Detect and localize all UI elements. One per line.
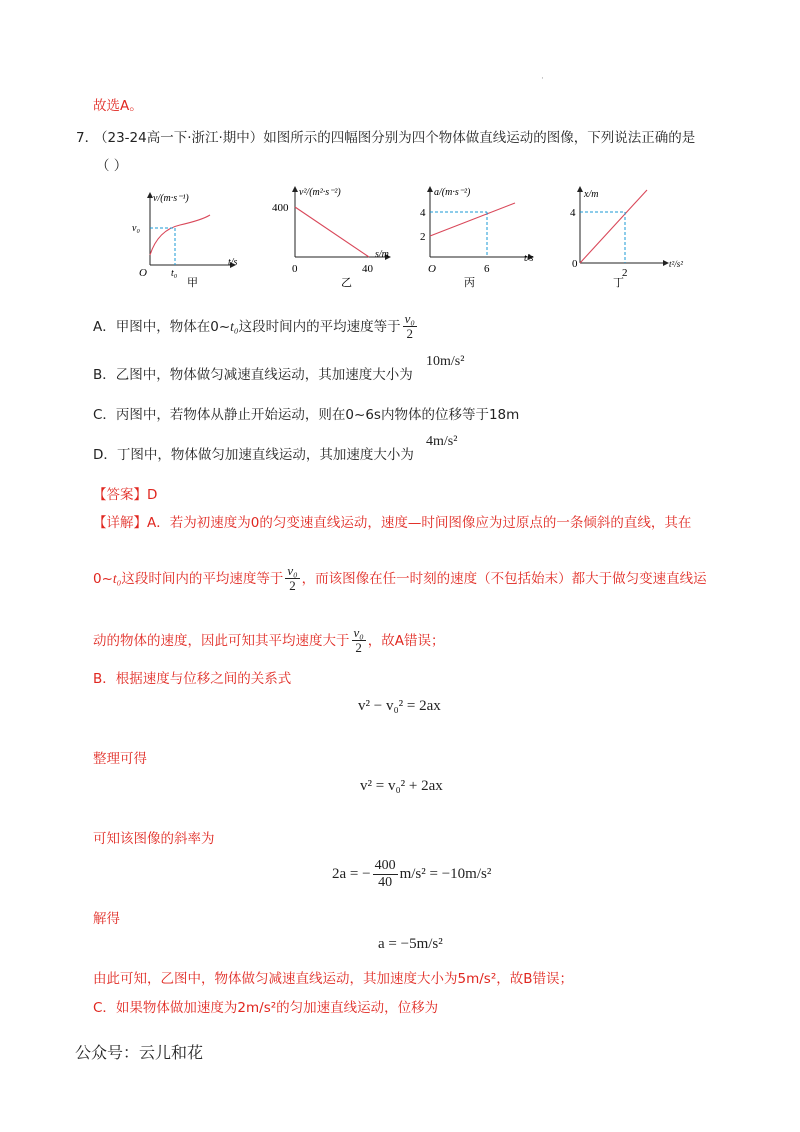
eq3-left: 2a = − — [332, 866, 371, 882]
graph-jia-curve — [150, 215, 210, 255]
question-number: 7． — [76, 130, 99, 146]
option-a-t0: t₀ — [230, 318, 239, 334]
graph-ding-ytick: 4 — [570, 207, 576, 219]
page-dot: · — [541, 74, 544, 84]
detail-a2-post: ，而该图像在任一时刻的速度（不包括始末）都大于做匀变速直线运 — [301, 570, 707, 587]
graph-yi-line — [295, 207, 369, 257]
graphs-figure — [120, 185, 700, 290]
equation-2: v² = v₀² + 2ax — [360, 778, 443, 794]
graph-ding-xlabel: t²/s² — [669, 259, 683, 269]
option-d: D．丁图中，物体做匀加速直线运动，其加速度大小为 — [93, 447, 414, 463]
eq3-fraction — [373, 858, 398, 891]
detail-a-line3 — [93, 626, 445, 655]
equation-4: a = −5m/s² — [378, 936, 443, 952]
detail-b-conclusion: 由此可知，乙图中，物体做匀减速直线运动，其加速度大小为5m/s²，故B错误； — [93, 971, 573, 987]
graph-yi-caption: 乙 — [341, 277, 352, 289]
graph-jia-xlabel: t/s — [228, 257, 238, 268]
graph-bing-ytick-top: 4 — [420, 207, 426, 219]
graph-yi — [272, 187, 390, 289]
graph-yi-xtick: 40 — [362, 263, 373, 275]
option-d-value: 4m/s² — [426, 434, 458, 449]
question-stem: （23-24高一下·浙江·期中）如图所示的四幅图分别为四个物体做直线运动的图像，下列说法正确的是 — [94, 130, 696, 146]
graph-bing-origin: O — [428, 263, 436, 275]
graph-jia-ylabel: v/(m·s⁻¹) — [153, 193, 189, 204]
rearrange-text: 整理可得 — [93, 751, 147, 767]
option-a-post: 这段时间内的平均速度等于 — [238, 318, 401, 335]
detail-a3-post: ，故A错误； — [367, 632, 445, 649]
detail-a2-t0: t₀ — [112, 570, 122, 586]
footer-text: 公众号：云儿和花 — [75, 1043, 204, 1062]
graph-ding — [570, 187, 683, 289]
eq3-den: 40 — [378, 875, 393, 890]
eq3-num: 400 — [374, 858, 396, 873]
frac-den: 2 — [355, 640, 362, 655]
option-a-pre: A．甲图中，物体在0~ — [93, 318, 231, 335]
graph-yi-ylabel: v²/(m²·s⁻²) — [299, 187, 341, 198]
graph-bing-xtick: 6 — [484, 263, 490, 275]
previous-answer: 故选A。 — [93, 98, 143, 114]
graph-jia-origin: O — [139, 267, 147, 279]
slope-text: 可知该图像的斜率为 — [93, 831, 215, 847]
detail-a-line1: 【详解】A．若为初速度为0的匀变速直线运动，速度—时间图像应为过原点的一条倾斜的直线，其在 — [93, 515, 692, 531]
graph-jia — [132, 193, 238, 289]
graph-jia-caption: 甲 — [187, 277, 198, 289]
frac-num: v₀ — [287, 563, 298, 578]
frac-den: 2 — [406, 326, 413, 341]
graph-yi-ytick: 400 — [272, 202, 289, 214]
graph-ding-xtick: 2 — [622, 267, 628, 279]
frac-den: 2 — [289, 578, 296, 593]
detail-a3-fraction — [352, 626, 366, 655]
detail-a2-fraction — [285, 564, 299, 593]
graph-jia-ytick: v₀ — [132, 223, 140, 234]
option-b: B．乙图中，物体做匀减速直线运动，其加速度大小为 — [93, 367, 413, 383]
detail-a-line2 — [93, 564, 707, 593]
graph-bing-xlabel: t/s — [524, 253, 534, 264]
graph-bing-ytick-mid: 2 — [420, 231, 426, 243]
graph-jia-xtick: t₀ — [171, 268, 178, 279]
option-c: C．丙图中，若物体从静止开始运动，则在0~6s内物体的位移等于18m — [93, 407, 520, 423]
detail-a3-pre: 动的物体的速度，因此可知其平均速度大于 — [93, 632, 350, 649]
graph-ding-caption: 丁 — [613, 277, 624, 289]
graph-bing-line — [430, 203, 515, 236]
equation-3 — [332, 858, 491, 891]
detail-a2-pre: 0~ — [93, 570, 113, 587]
graph-yi-xlabel: s/m — [375, 249, 389, 260]
option-a-fraction — [403, 312, 417, 341]
graph-yi-origin: 0 — [292, 263, 298, 275]
solve-text: 解得 — [93, 911, 120, 927]
graph-bing — [420, 187, 534, 289]
graph-bing-ylabel: a/(m·s⁻²) — [434, 187, 471, 198]
option-a — [93, 312, 419, 341]
equation-1: v² − v₀² = 2ax — [358, 698, 441, 714]
graph-ding-line — [580, 190, 647, 263]
option-b-value: 10m/s² — [426, 354, 465, 369]
frac-num: v₀ — [353, 625, 364, 640]
detail-a2-mid: 这段时间内的平均速度等于 — [121, 570, 284, 587]
detail-c-intro: C．如果物体做加速度为2m/s²的匀加速直线运动，位移为 — [93, 1000, 439, 1016]
frac-num: v₀ — [404, 311, 415, 326]
graph-ding-origin: 0 — [572, 258, 578, 270]
detail-b-intro: B．根据速度与位移之间的关系式 — [93, 671, 292, 687]
answer-label: 【答案】D — [93, 487, 158, 503]
question-blank: （ ） — [96, 158, 128, 174]
eq3-right: m/s² = −10m/s² — [399, 866, 492, 882]
graph-bing-caption: 丙 — [464, 277, 475, 289]
graph-ding-ylabel: x/m — [584, 189, 599, 200]
